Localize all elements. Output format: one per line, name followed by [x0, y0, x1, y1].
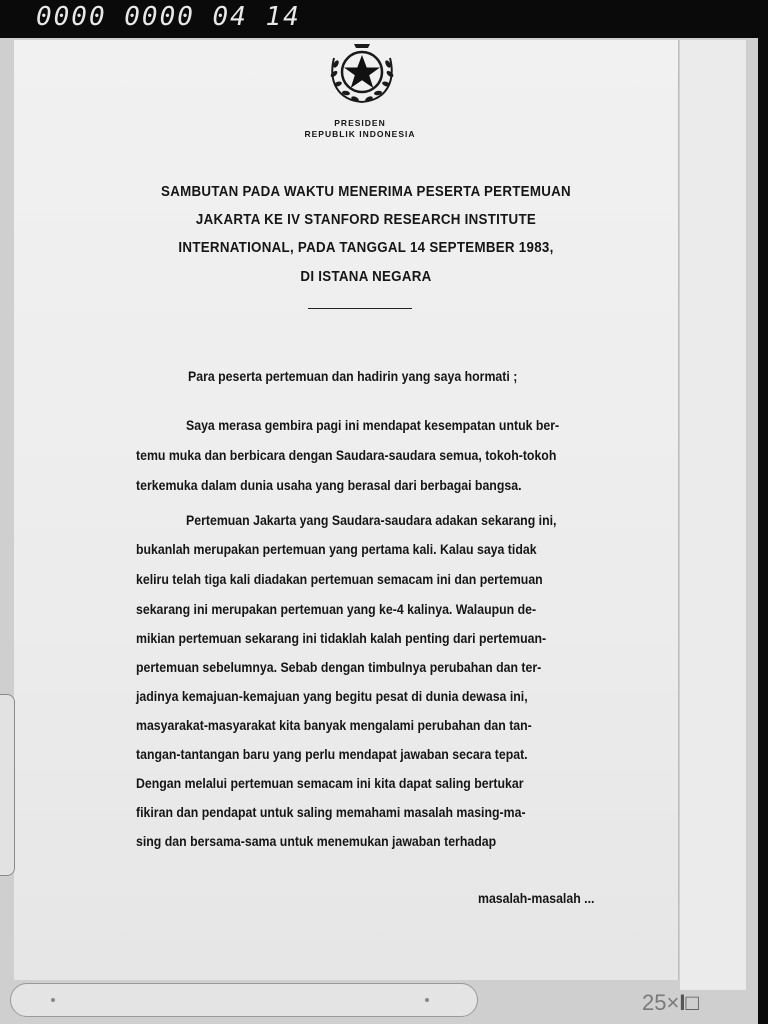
title-underline: [308, 308, 412, 309]
paragraph2-line: fikiran dan pendapat untuk saling memahami masalah masing-ma-: [136, 804, 526, 820]
paragraph2-line: pertemuan sebelumnya. Sebab dengan timbulnya perubahan dan ter-: [136, 659, 542, 675]
paragraph2-line: tangan-tantangan baru yang perlu mendapat jawaban secara tepat.: [136, 746, 528, 762]
title-line-1: SAMBUTAN PADA WAKTU MENERIMA PESERTA PERTEMUAN: [161, 184, 571, 200]
paragraph2-line: mikian pertemuan sekarang ini tidaklah kalah penting dari pertemuan-: [136, 630, 547, 646]
reduction-ratio-mark: [642, 990, 699, 1016]
salutation: Para peserta pertemuan dan hadirin yang saya hormati ;: [188, 368, 518, 384]
title-line-4: DI ISTANA NEGARA: [300, 269, 432, 285]
microfilm-frame-counter: 0000 0000 04 14: [36, 2, 301, 32]
letterhead-presiden: PRESIDEN: [334, 118, 386, 128]
paragraph2-line: Pertemuan Jakarta yang Saudara-saudara adakan sekarang ini,: [186, 512, 557, 528]
reader-side-tab: [0, 694, 15, 876]
paragraph2-line: Dengan melalui pertemuan semacam ini kita dapat saling bertukar: [136, 775, 524, 791]
scroll-marker: [425, 998, 429, 1002]
star-wreath-emblem-icon: [320, 40, 404, 106]
paragraph1-line: temu muka dan berbicara dengan Saudara-saudara semua, tokoh-tokoh: [136, 447, 557, 463]
paragraph2-line: sing dan bersama-sama untuk menemukan jawaban terhadap: [136, 833, 497, 849]
film-margin: [680, 40, 746, 990]
paragraph2-line: keliru telah tiga kali diadakan pertemuan semacam ini dan pertemuan: [136, 571, 543, 587]
title-line-3: INTERNATIONAL, PADA TANGGAL 14 SEPTEMBER 1983,: [178, 240, 554, 256]
paragraph2-line: jadinya kemajuan-kemajuan yang begitu pesat di dunia dewasa ini,: [136, 688, 528, 704]
paragraph2-line: sekarang ini merupakan pertemuan yang ke-4 kalinya. Walaupun de-: [136, 601, 537, 617]
reduction-ratio-text: 25×: [642, 990, 680, 1015]
title-line-2: JAKARTA KE IV STANFORD RESEARCH INSTITUTE: [195, 212, 537, 228]
paragraph2-line: masyarakat-masyarakat kita banyak mengalami perubahan dan tan-: [136, 717, 532, 733]
reduction-ratio-glyph: I□: [679, 990, 699, 1015]
paragraph2-line: bukanlah merupakan pertemuan yang pertama kali. Kalau saya tidak: [136, 541, 537, 557]
paragraph1-line: terkemuka dalam dunia usaha yang berasal dari berbagai bangsa.: [136, 477, 522, 493]
reader-scrollbar[interactable]: [10, 983, 478, 1017]
scroll-marker: [51, 998, 55, 1002]
page-catchword: masalah-masalah ...: [478, 890, 595, 906]
paragraph1-line: Saya merasa gembira pagi ini mendapat kesempatan untuk ber-: [186, 417, 560, 433]
letterhead-republik: REPUBLIK INDONESIA: [304, 129, 416, 139]
document-page: [14, 40, 679, 980]
